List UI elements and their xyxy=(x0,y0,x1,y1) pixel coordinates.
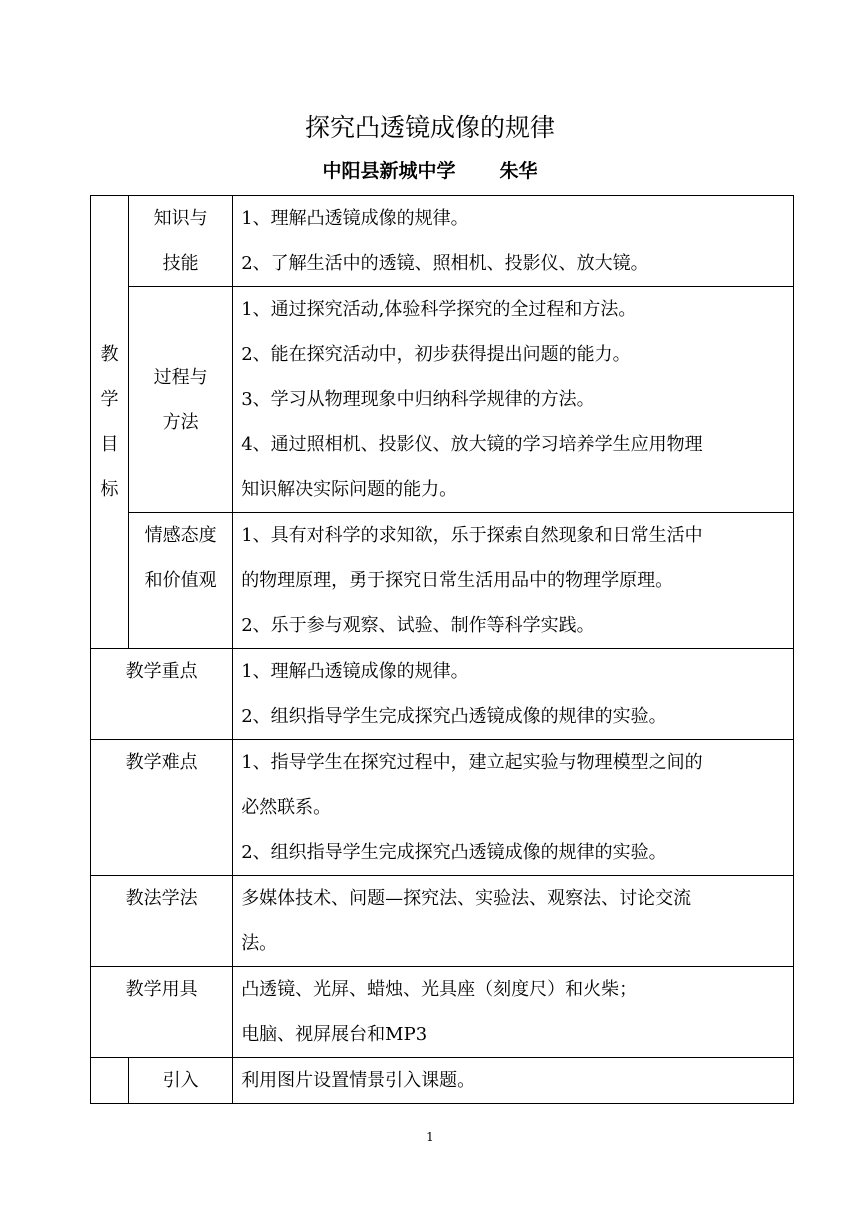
emotion-label: 情感态度 xyxy=(144,525,217,546)
process-label: 方法 xyxy=(162,411,199,433)
content-line: 利用图片设置情景引入课题。 xyxy=(241,1070,476,1091)
content-line: 1、具有对科学的求知欲，乐于探索自然现象和日常生活中 xyxy=(241,525,703,546)
content-line: 凸透镜、光屏、蜡烛、光具座（刻度尺）和火柴； xyxy=(241,979,638,1000)
table-row-emotion xyxy=(91,513,794,649)
table-row-tools xyxy=(91,967,794,1058)
content-line: 2、组织指导学生完成探究凸透镜成像的规律的实验。 xyxy=(241,842,667,863)
table-row-key-points xyxy=(91,649,794,740)
content-line: 多媒体技术、问题—探究法、实验法、观察法、讨论交流 xyxy=(241,888,692,909)
author-line xyxy=(0,154,860,188)
knowledge-content-cell xyxy=(233,196,794,287)
objectives-label-char: 教 xyxy=(100,344,119,365)
author-name: 朱华 xyxy=(499,160,538,182)
content-line: 知识解决实际问题的能力。 xyxy=(241,479,458,500)
document-title: 探究凸透镜成像的规律 xyxy=(304,113,555,142)
tools-label: 教学用具 xyxy=(125,979,198,1000)
emotion-label: 和价值观 xyxy=(144,570,217,591)
objectives-label-char: 目 xyxy=(100,434,119,455)
table-row-process xyxy=(91,287,794,513)
table-row-methods xyxy=(91,876,794,967)
content-line: 4、通过照相机、投影仪、放大镜的学习培养学生应用物理 xyxy=(241,434,703,455)
difficulties-content-cell xyxy=(233,740,794,876)
content-line: 1、理解凸透镜成像的规律。 xyxy=(241,208,469,229)
content-line: 的物理原理，勇于探究日常生活用品中的物理学原理。 xyxy=(241,570,674,591)
content-line: 法。 xyxy=(241,933,278,954)
tools-label-cell xyxy=(91,967,233,1058)
objectives-label-char: 学 xyxy=(100,389,119,410)
tools-content-cell xyxy=(233,967,794,1058)
methods-label-cell xyxy=(91,876,233,967)
key-points-label-cell xyxy=(91,649,233,740)
objectives-label-char: 标 xyxy=(100,479,119,500)
process-content-cell xyxy=(233,287,794,513)
content-line: 2、了解生活中的透镜、照相机、投影仪、放大镜。 xyxy=(241,253,649,274)
difficulties-label-cell xyxy=(91,740,233,876)
methods-label: 教法学法 xyxy=(125,888,198,909)
author-school: 中阳县新城中学 xyxy=(322,160,456,182)
content-line: 3、学习从物理现象中归纳科学规律的方法。 xyxy=(241,389,595,410)
difficulties-label: 教学难点 xyxy=(125,752,198,773)
lesson-plan-table xyxy=(90,195,794,1104)
table-row-knowledge xyxy=(91,196,794,287)
key-points-content-cell xyxy=(233,649,794,740)
emotion-label-cell xyxy=(129,513,233,649)
process-label-cell xyxy=(129,287,233,513)
emotion-content-cell xyxy=(233,513,794,649)
objectives-label-cell xyxy=(91,196,129,649)
key-points-label: 教学重点 xyxy=(125,661,198,682)
content-line: 必然联系。 xyxy=(241,797,332,818)
content-line: 1、通过探究活动,体验科学探究的全过程和方法。 xyxy=(241,299,637,320)
intro-label-cell xyxy=(129,1058,233,1104)
content-line: 2、组织指导学生完成探究凸透镜成像的规律的实验。 xyxy=(241,706,667,727)
page-number: 1 xyxy=(426,1130,434,1144)
process-label: 过程与 xyxy=(153,366,208,388)
knowledge-label: 知识与 xyxy=(153,208,208,229)
content-line: 1、指导学生在探究过程中，建立起实验与物理模型之间的 xyxy=(241,752,703,773)
methods-content-cell xyxy=(233,876,794,967)
content-line: 电脑、视屏展台和MP3 xyxy=(241,1024,428,1045)
intro-label: 引入 xyxy=(162,1070,199,1091)
knowledge-label: 技能 xyxy=(162,253,199,274)
content-line: 2、能在探究活动中，初步获得提出问题的能力。 xyxy=(241,344,631,365)
table-row-difficulties xyxy=(91,740,794,876)
content-line: 2、乐于参与观察、试验、制作等科学实践。 xyxy=(241,615,595,636)
intro-content-cell xyxy=(233,1058,794,1104)
intro-empty-cell xyxy=(91,1058,129,1104)
knowledge-label-cell xyxy=(129,196,233,287)
table-row-intro xyxy=(91,1058,794,1104)
content-line: 1、理解凸透镜成像的规律。 xyxy=(241,661,469,682)
